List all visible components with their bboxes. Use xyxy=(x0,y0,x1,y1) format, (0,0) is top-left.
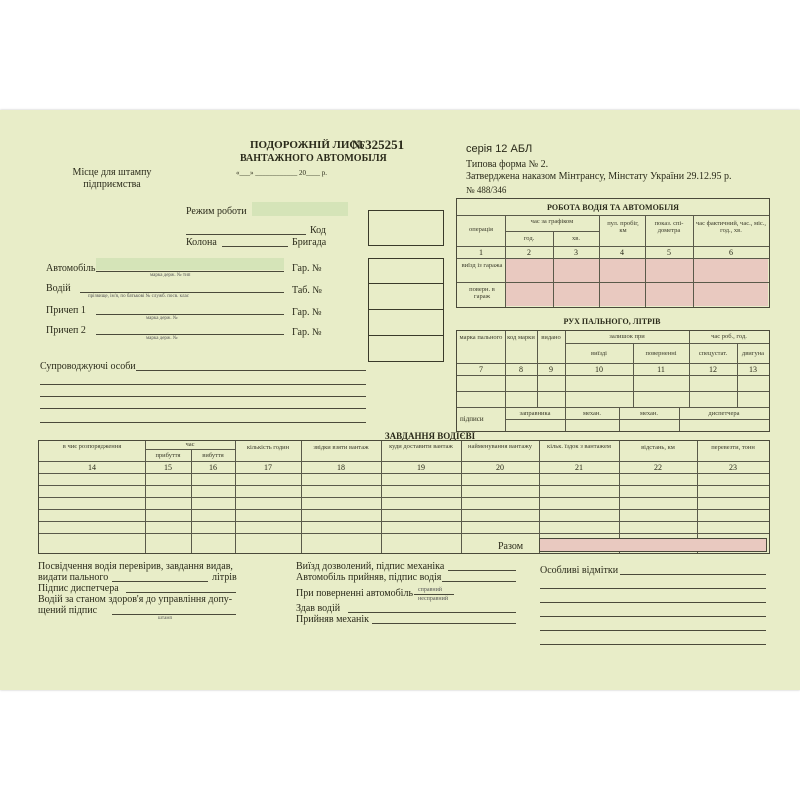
stamp-box-bottom xyxy=(368,258,444,362)
fuel-col-num-12: 12 xyxy=(709,365,717,374)
mechanic-accepted-label: Прийняв механік xyxy=(296,614,370,625)
task-col-num-18: 18 xyxy=(337,463,345,472)
task-col-num-19: 19 xyxy=(417,463,425,472)
total-label: Разом xyxy=(498,541,524,552)
col-engine: двигуна xyxy=(741,350,765,357)
fuel-table xyxy=(456,330,770,432)
approval-text: Затверджена наказом Мінтрансу, Мінстату України 29.12.95 р. xyxy=(466,171,732,182)
typical-form: Типова форма № 2. xyxy=(466,159,549,170)
row-return: поверн. в гараж xyxy=(469,286,495,300)
col-to: куди доставити вантаж xyxy=(389,443,453,450)
departure-allowed-label: Виїзд дозволений, підпис механіка xyxy=(296,561,445,572)
tasks-table xyxy=(38,440,770,554)
col-num-2: 2 xyxy=(527,248,531,257)
car-hint: марка держ. № тип xyxy=(150,273,191,278)
work-table-title: РОБОТА ВОДІЯ ТА АВТОМОБІЛЯ xyxy=(547,203,679,212)
col-time: час xyxy=(185,441,195,448)
col-arrival: прибуття xyxy=(155,452,181,459)
driver-health-text: Водій за станом здоров'я до управління допу- xyxy=(38,594,233,605)
tasks-table-title: ЗАВДАННЯ ВОДІЄВІ xyxy=(384,431,476,441)
fuel-col-num-13: 13 xyxy=(749,365,757,374)
trailer1-hint: марка держ. № xyxy=(146,316,178,321)
liters-label: літрів xyxy=(212,572,237,583)
work-mode-label: Режим роботи xyxy=(186,206,247,217)
registration-number: № 488/346 xyxy=(466,185,507,195)
driver-label: Водій xyxy=(46,283,71,294)
form-title: ПОДОРОЖНІЙ ЛИСТ xyxy=(250,139,365,151)
gar-no-label-1: Гар. № xyxy=(292,263,322,274)
stamp-box-top xyxy=(368,210,444,246)
escort-label: Супроводжуючі особи xyxy=(40,361,136,372)
fuel-col-num-8: 8 xyxy=(519,365,523,374)
col-mileage: пул. пробіг, км xyxy=(607,220,639,234)
series-label: серія 12 АБЛ xyxy=(466,143,533,155)
col-fuel-return: поверненні xyxy=(645,350,677,357)
task-col-num-15: 15 xyxy=(164,463,172,472)
license-checked-text: Посвідчення водія перевірив, завдання видав, xyxy=(38,561,233,572)
task-col-num-14: 14 xyxy=(88,463,96,472)
col-work-time: час роб., год. xyxy=(711,333,747,340)
col-trips: кільк. їздок з вантажем xyxy=(547,443,611,450)
faulty-option: несправний xyxy=(418,596,449,602)
issue-fuel-text: видати пального xyxy=(38,572,109,583)
col-num-1: 1 xyxy=(479,248,483,257)
col-distance: відстань, км xyxy=(641,444,675,451)
task-col-num-16: 16 xyxy=(209,463,217,472)
col-num-5: 5 xyxy=(667,248,671,257)
waybill-form xyxy=(0,110,800,690)
driver-handed-label: Здав водій xyxy=(296,603,341,614)
form-number: №325251 xyxy=(352,137,405,152)
fuel-table-title: РУХ ПАЛЬНОГО, ЛІТРІВ xyxy=(563,317,661,326)
signatures-label: підписи xyxy=(460,415,484,423)
task-col-num-17: 17 xyxy=(264,463,272,472)
gar-no-label-3: Гар. № xyxy=(292,327,322,338)
on-return-label: При поверненні автомобіль xyxy=(296,588,414,599)
col-fuel-issued: видано xyxy=(541,334,561,341)
column-label: Колона xyxy=(186,237,217,248)
car-label: Автомобіль xyxy=(46,263,96,274)
car-accepted-label: Автомобіль прийняв, підпис водія xyxy=(296,572,442,583)
col-fuel-brand: марка пального xyxy=(459,334,503,341)
col-actual-time: час фактичний, час., міс., год., хв. xyxy=(695,220,767,234)
task-col-num-21: 21 xyxy=(575,463,583,472)
date-line: «___» ____________ 20____ р. xyxy=(236,169,327,177)
col-departure: вибуття xyxy=(202,452,224,459)
trailer2-label: Причеп 2 xyxy=(46,325,86,336)
sig-mechanic-1: механ. xyxy=(582,410,602,417)
dispatcher-signature-label: Підпис диспетчера xyxy=(38,583,119,594)
task-col-num-23: 23 xyxy=(729,463,737,472)
col-from: звідки взяти вантаж xyxy=(313,444,369,451)
total-cells[interactable] xyxy=(539,538,767,552)
sig-dispatcher: диспетчера xyxy=(708,410,740,417)
driver-hint: прізвище, ім'я, по батькові № служб. посв. клас xyxy=(88,294,189,299)
sig-mechanic-2: механ. xyxy=(639,410,659,417)
col-fuel-departure: виїзді xyxy=(591,350,607,357)
col-in-order: в чиє розпорядження xyxy=(62,443,122,450)
col-min: хв. xyxy=(572,235,580,242)
trailer1-label: Причеп 1 xyxy=(46,305,86,316)
fuel-col-num-7: 7 xyxy=(479,365,483,374)
tab-no-label: Таб. № xyxy=(292,285,322,296)
col-operation: операція xyxy=(468,226,494,233)
fuel-col-num-10: 10 xyxy=(595,365,603,374)
col-speedometer: показ. спі-дометра xyxy=(654,220,684,234)
serviceable-option: справний xyxy=(418,587,443,593)
task-col-num-22: 22 xyxy=(654,463,662,472)
col-special-equipment: спецустат. xyxy=(698,350,728,357)
col-num-3: 3 xyxy=(574,248,578,257)
work-mode-field[interactable] xyxy=(252,202,348,216)
admitted-signature-label: щений підпис xyxy=(38,605,98,616)
brigade-label: Бригада xyxy=(292,237,327,248)
gar-no-label-2: Гар. № xyxy=(292,307,322,318)
special-notes-label: Особливі відмітки xyxy=(540,565,619,576)
stamp-place-label: Місце для штампу xyxy=(72,167,152,178)
fuel-col-num-9: 9 xyxy=(549,365,553,374)
col-num-6: 6 xyxy=(729,248,733,257)
code-label: Код xyxy=(310,225,326,236)
col-fuel-code: код марки xyxy=(507,334,535,341)
col-schedule: час за графіком xyxy=(530,218,574,225)
return-row-cells[interactable] xyxy=(506,283,768,306)
fuel-col-num-11: 11 xyxy=(657,365,665,374)
col-hour: год. xyxy=(523,235,535,242)
sig-refueler: заправника xyxy=(519,410,551,417)
form-subtitle: ВАНТАЖНОГО АВТОМОБІЛЯ xyxy=(240,153,387,164)
row-departure: виїзд із гаража xyxy=(461,262,503,269)
col-hours: кількість годин xyxy=(246,444,290,451)
col-cargo: найменування вантажу xyxy=(468,443,532,450)
col-tons: перевезти, тонн xyxy=(711,444,755,451)
car-field[interactable] xyxy=(96,258,284,270)
stamp-hint: штамп xyxy=(158,616,173,621)
col-num-4: 4 xyxy=(620,248,624,257)
departure-row-cells[interactable] xyxy=(506,259,768,282)
work-table xyxy=(456,198,770,308)
stamp-place-label-2: підприємства xyxy=(83,179,141,190)
col-fuel-remainder: залишок при xyxy=(609,333,645,340)
trailer2-hint: марка держ. № xyxy=(146,336,178,341)
task-col-num-20: 20 xyxy=(496,463,504,472)
